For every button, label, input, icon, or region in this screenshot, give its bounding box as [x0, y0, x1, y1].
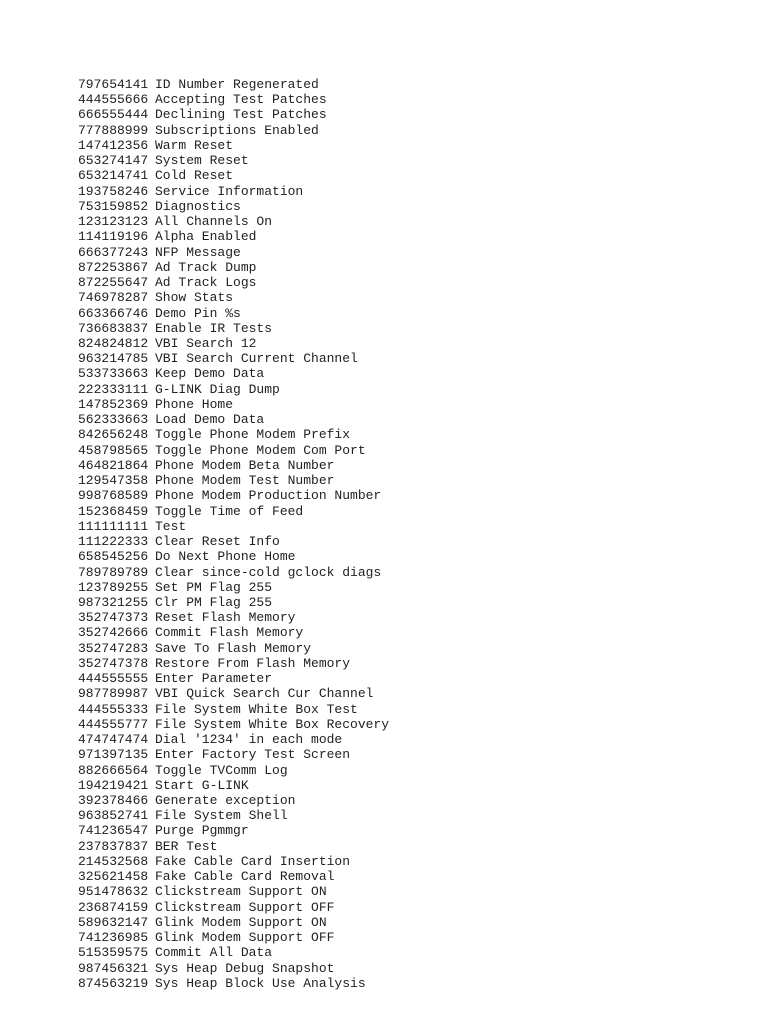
entry-label: Phone Home: [155, 396, 234, 412]
entry-code: 987789987: [78, 686, 149, 702]
entry-label: Clickstream Support OFF: [155, 899, 335, 915]
entry-label: Clickstream Support ON: [155, 884, 327, 900]
list-item: [78, 884, 389, 899]
entry-code: 963214785: [78, 351, 149, 367]
list-item: [78, 549, 389, 564]
entry-code: 114119196: [78, 229, 149, 245]
entry-code: 444555777: [78, 716, 149, 732]
entry-label: File System White Box Recovery: [155, 716, 390, 732]
entry-code: 998768589: [78, 488, 149, 504]
list-item: [78, 306, 389, 321]
list-item: [78, 443, 389, 458]
entry-code: 666377243: [78, 244, 149, 260]
entry-code: 663366746: [78, 305, 149, 321]
entry-code: 352747373: [78, 610, 149, 626]
entry-code: 658545256: [78, 549, 149, 565]
entry-code: 194219421: [78, 777, 149, 793]
list-item: [78, 458, 389, 473]
entry-label: Restore From Flash Memory: [155, 655, 351, 671]
entry-code: 653274147: [78, 153, 149, 169]
entry-code: 746978287: [78, 290, 149, 306]
entry-label: Toggle TVComm Log: [155, 762, 288, 778]
list-item: [78, 565, 389, 580]
list-item: [78, 625, 389, 640]
entry-code: 214532568: [78, 853, 149, 869]
entry-code: 872255647: [78, 275, 149, 291]
list-item: [78, 945, 389, 960]
list-item: [78, 823, 389, 838]
entry-label: Toggle Phone Modem Com Port: [155, 442, 366, 458]
list-item: [78, 473, 389, 488]
entry-code: 963852741: [78, 808, 149, 824]
entry-label: File System Shell: [155, 808, 288, 824]
entry-code: 842656248: [78, 427, 149, 443]
entry-code: 236874159: [78, 899, 149, 915]
entry-label: Load Demo Data: [155, 412, 265, 428]
entry-code: 444555666: [78, 92, 149, 108]
entry-code: 325621458: [78, 869, 149, 885]
entry-code: 222333111: [78, 381, 149, 397]
entry-code: 533733663: [78, 366, 149, 382]
entry-code: 653214741: [78, 168, 149, 184]
list-item: [78, 107, 389, 122]
entry-label: Fake Cable Card Removal: [155, 869, 335, 885]
entry-code: 123123123: [78, 214, 149, 230]
entry-label: Ad Track Dump: [155, 259, 257, 275]
list-item: [78, 229, 389, 244]
entry-label: All Channels On: [155, 214, 273, 230]
entry-code: 237837837: [78, 838, 149, 854]
list-item: [78, 702, 389, 717]
entry-code: 352747378: [78, 655, 149, 671]
list-item: [78, 123, 389, 138]
entry-label: VBI Search 12: [155, 335, 257, 351]
entry-label: ID Number Regenerated: [155, 77, 319, 92]
list-item: [78, 778, 389, 793]
list-item: [78, 580, 389, 595]
entry-code: 392378466: [78, 793, 149, 809]
entry-code: 352742666: [78, 625, 149, 641]
entry-code: 111222333: [78, 534, 149, 550]
entry-code: 152368459: [78, 503, 149, 519]
entry-label: G-LINK Diag Dump: [155, 381, 280, 397]
entry-label: Generate exception: [155, 793, 296, 809]
list-item: [78, 214, 389, 229]
entry-label: Warm Reset: [155, 137, 234, 153]
entry-label: Glink Modem Support ON: [155, 914, 327, 930]
entry-code: 666555444: [78, 107, 149, 123]
entry-code: 797654141: [78, 77, 149, 92]
entry-label: Demo Pin %s: [155, 305, 241, 321]
entry-code: 444555333: [78, 701, 149, 717]
entry-code: 111111111: [78, 518, 149, 534]
list-item: [78, 915, 389, 930]
list-item: [78, 839, 389, 854]
list-item: [78, 976, 389, 991]
list-item: [78, 260, 389, 275]
list-item: [78, 504, 389, 519]
entry-label: Toggle Time of Feed: [155, 503, 304, 519]
entry-label: BER Test: [155, 838, 218, 854]
entry-code: 352747283: [78, 640, 149, 656]
list-item: [78, 808, 389, 823]
entry-code: 464821864: [78, 457, 149, 473]
entry-label: System Reset: [155, 153, 249, 169]
entry-code: 971397135: [78, 747, 149, 763]
entry-label: Reset Flash Memory: [155, 610, 296, 626]
list-item: [78, 854, 389, 869]
entry-code: 736683837: [78, 320, 149, 336]
list-item: [78, 763, 389, 778]
code-list: [78, 77, 389, 991]
list-item: [78, 793, 389, 808]
list-item: [78, 138, 389, 153]
list-item: [78, 519, 389, 534]
list-item: [78, 869, 389, 884]
entry-code: 444555555: [78, 671, 149, 687]
entry-code: 874563219: [78, 975, 149, 991]
entry-label: Enter Factory Test Screen: [155, 747, 351, 763]
list-item: [78, 488, 389, 503]
entry-label: VBI Quick Search Cur Channel: [155, 686, 374, 702]
entry-label: Enter Parameter: [155, 671, 273, 687]
entry-label: Diagnostics: [155, 198, 241, 214]
list-item: [78, 351, 389, 366]
entry-code: 129547358: [78, 473, 149, 489]
entry-label: Phone Modem Beta Number: [155, 457, 335, 473]
entry-label: Subscriptions Enabled: [155, 122, 319, 138]
entry-label: Keep Demo Data: [155, 366, 265, 382]
list-item: [78, 671, 389, 686]
list-item: [78, 184, 389, 199]
entry-label: Save To Flash Memory: [155, 640, 312, 656]
entry-label: Glink Modem Support OFF: [155, 930, 335, 946]
entry-code: 515359575: [78, 945, 149, 961]
entry-code: 589632147: [78, 914, 149, 930]
entry-label: Do Next Phone Home: [155, 549, 296, 565]
entry-label: Phone Modem Test Number: [155, 473, 335, 489]
entry-label: Toggle Phone Modem Prefix: [155, 427, 351, 443]
list-item: [78, 336, 389, 351]
entry-code: 777888999: [78, 122, 149, 138]
list-item: [78, 717, 389, 732]
list-item: [78, 656, 389, 671]
list-item: [78, 397, 389, 412]
list-item: [78, 321, 389, 336]
entry-label: Clear since-cold gclock diags: [155, 564, 382, 580]
entry-code: 562333663: [78, 412, 149, 428]
list-item: [78, 534, 389, 549]
list-item: [78, 747, 389, 762]
entry-label: Alpha Enabled: [155, 229, 257, 245]
entry-code: 741236985: [78, 930, 149, 946]
entry-label: Start G-LINK: [155, 777, 249, 793]
entry-label: File System White Box Test: [155, 701, 358, 717]
list-item: [78, 961, 389, 976]
entry-label: Sys Heap Block Use Analysis: [155, 975, 366, 991]
list-item: [78, 199, 389, 214]
entry-code: 753159852: [78, 198, 149, 214]
entry-label: Purge Pgmmgr: [155, 823, 249, 839]
entry-label: Test: [155, 518, 187, 534]
list-item: [78, 366, 389, 381]
entry-label: Show Stats: [155, 290, 234, 306]
entry-label: Clear Reset Info: [155, 534, 280, 550]
entry-code: 123789255: [78, 579, 149, 595]
entry-label: Commit All Data: [155, 945, 273, 961]
entry-code: 193758246: [78, 183, 149, 199]
entry-code: 147412356: [78, 137, 149, 153]
list-item: [78, 92, 389, 107]
entry-label: Declining Test Patches: [155, 107, 327, 123]
entry-code: 741236547: [78, 823, 149, 839]
entry-label: Dial '1234' in each mode: [155, 732, 343, 748]
list-item: [78, 382, 389, 397]
entry-label: Sys Heap Debug Snapshot: [155, 960, 335, 976]
entry-code: 458798565: [78, 442, 149, 458]
entry-code: 951478632: [78, 884, 149, 900]
entry-label: Phone Modem Production Number: [155, 488, 382, 504]
list-item: [78, 77, 389, 92]
list-item: [78, 641, 389, 656]
list-item: [78, 610, 389, 625]
entry-code: 147852369: [78, 396, 149, 412]
entry-code: 882666564: [78, 762, 149, 778]
list-item: [78, 595, 389, 610]
list-item: [78, 900, 389, 915]
entry-code: 824824812: [78, 335, 149, 351]
entry-label: Fake Cable Card Insertion: [155, 853, 351, 869]
list-item: [78, 275, 389, 290]
entry-label: Cold Reset: [155, 168, 234, 184]
list-item: [78, 686, 389, 701]
entry-code: 789789789: [78, 564, 149, 580]
list-item: [78, 168, 389, 183]
entry-label: NFP Message: [155, 244, 241, 260]
entry-code: 987321255: [78, 594, 149, 610]
entry-label: Accepting Test Patches: [155, 92, 327, 108]
list-item: [78, 245, 389, 260]
list-item: [78, 290, 389, 305]
entry-code: 474747474: [78, 732, 149, 748]
entry-label: Set PM Flag 255: [155, 579, 273, 595]
entry-label: VBI Search Current Channel: [155, 351, 358, 367]
list-item: [78, 732, 389, 747]
list-item: [78, 412, 389, 427]
list-item: [78, 427, 389, 442]
list-item: [78, 153, 389, 168]
entry-code: 872253867: [78, 259, 149, 275]
entry-label: Clr PM Flag 255: [155, 594, 273, 610]
entry-label: Commit Flash Memory: [155, 625, 304, 641]
entry-code: 987456321: [78, 960, 149, 976]
entry-label: Service Information: [155, 183, 304, 199]
entry-label: Enable IR Tests: [155, 320, 273, 336]
list-item: [78, 930, 389, 945]
entry-label: Ad Track Logs: [155, 275, 257, 291]
